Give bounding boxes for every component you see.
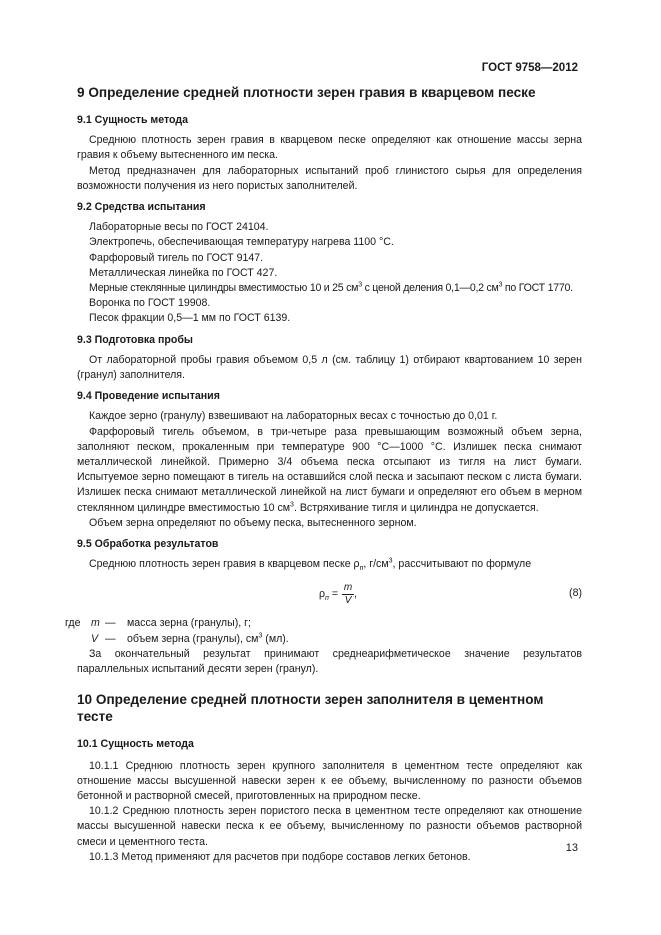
paragraph-9-4-2-text: Фарфоровый тигель объемом, в три-четыре раза превышающим возможный объем зерна, заполняют песком, прокаленным при температуре 900 °С—1000 °С. Излишек песка снимают металлической линейкой. Примерно 3/4 объема песка отсыпают из тигля на лист бумаги. Испытуемое зерно помещают в тигель на оставшийся слой песка и засыпают песком с листа бумаги. Излишек песка снимают металлической линейкой на лист бумаги и определяют его объем в мерном стеклянном цилиндре вместимостью 10 см bbox=[77, 425, 582, 514]
paragraph-9-4-2-tail: . Встряхивание тигля и цилиндра не допускается. bbox=[293, 501, 539, 514]
where-desc-v bbox=[127, 632, 289, 647]
document-code-header: ГОСТ 9758—2012 bbox=[481, 62, 578, 74]
subsection-10-1-title: 10.1 Сущность метода bbox=[77, 738, 194, 751]
density-subscript: п bbox=[359, 565, 364, 573]
equipment-item-cylinders bbox=[77, 281, 582, 296]
equipment-item-sand: Песок фракции 0,5—1 мм по ГОСТ 6139. bbox=[89, 312, 291, 325]
paragraph-9-5-2: За окончательный результат принимают среднеарифметическое значение результатов параллельных испытаний десяти зерен (гранул). bbox=[77, 647, 582, 676]
paragraph-9-5-1-text: Среднюю плотность зерен гравия в кварцевом песке ρ bbox=[89, 558, 360, 571]
equipment-item-3: Фарфоровый тигель по ГОСТ 9147. bbox=[89, 251, 264, 264]
cubic-superscript: 3 bbox=[388, 557, 393, 565]
formula-rho: ρ bbox=[319, 587, 326, 600]
cubic-superscript: 3 bbox=[258, 632, 263, 640]
where-desc-v-tail: (мл). bbox=[262, 632, 289, 645]
section-10-title: 10 Определение средней плотности зерен заполнителя в цементном тесте bbox=[77, 692, 544, 725]
subsection-9-2-title: 9.2 Средства испытания bbox=[77, 201, 206, 214]
subsection-9-1-title: 9.1 Сущность метода bbox=[77, 114, 189, 126]
section-9-title: 9 Определение средней плотности зерен гравия в кварцевом песке bbox=[77, 85, 536, 100]
cubic-superscript: 3 bbox=[498, 281, 503, 289]
subsection-9-3-title: 9.3 Подготовка пробы bbox=[77, 333, 193, 346]
paragraph-10-1-3: 10.1.3 Метод применяют для расчетов при подборе составов легких бетонов. bbox=[89, 850, 471, 863]
cubic-superscript: 3 bbox=[290, 501, 294, 509]
equipment-item-funnel: Воронка по ГОСТ 19908. bbox=[89, 297, 211, 310]
paragraph-9-4-2 bbox=[77, 425, 582, 516]
formula-numerator: m bbox=[343, 581, 353, 593]
paragraph-9-5-1-tail: , рассчитывают по формуле bbox=[392, 558, 532, 571]
formula-fraction bbox=[342, 582, 354, 607]
where-label: где bbox=[65, 617, 81, 630]
paragraph-9-4-1: Каждое зерно (гранулу) взвешивают на лабораторных весах с точностью до 0,01 г. bbox=[89, 410, 498, 423]
paragraph-9-4-3: Объем зерна определяют по объему песка, вытесненного зерном. bbox=[89, 516, 417, 529]
formula-comma: , bbox=[354, 587, 357, 600]
formula-denominator: V bbox=[344, 594, 352, 606]
where-desc-v-text: объем зерна (гранулы), см bbox=[127, 632, 259, 645]
where-dash: — bbox=[105, 617, 116, 630]
formula-expression bbox=[319, 578, 357, 610]
where-desc-m: масса зерна (гранулы), г; bbox=[127, 617, 251, 630]
where-var-v: V bbox=[91, 632, 99, 645]
paragraph-9-3-1: От лабораторной пробы гравия объемом 0,5 л (см. таблицу 1) отбирают квартованием 10 зерен (гранул) заполнителя. bbox=[77, 353, 582, 382]
where-var-m: m bbox=[91, 617, 100, 630]
formula-lhs bbox=[319, 587, 338, 602]
where-row-m bbox=[65, 616, 582, 631]
equipment-item-2: Электропечь, обеспечивающая температуру нагрева 1100 °С. bbox=[89, 236, 394, 249]
formula-8 bbox=[77, 578, 582, 612]
page-number: 13 bbox=[565, 842, 578, 854]
formula-rho-subscript: п bbox=[325, 594, 329, 602]
cylinders-text-a: Мерные стеклянные цилиндры вместимостью 10 и 25 см bbox=[89, 282, 359, 295]
paragraph-9-1-1: Среднюю плотность зерен гравия в кварцевом песке определяют как отношение массы зерна гравия к объему вытесненного им песка. bbox=[77, 134, 582, 162]
where-row-v bbox=[65, 632, 582, 647]
formula-number: (8) bbox=[569, 587, 582, 600]
equipment-item-4: Металлическая линейка по ГОСТ 427. bbox=[89, 266, 278, 279]
cubic-superscript: 3 bbox=[358, 281, 362, 289]
paragraph-9-1-2: Метод предназначен для лабораторных испытаний проб глинистого сырья для определения возможности получения из него пористых заполнителей. bbox=[77, 164, 582, 192]
equipment-item-1: Лабораторные весы по ГОСТ 24104. bbox=[89, 221, 269, 234]
subsection-9-5-title: 9.5 Обработка результатов bbox=[77, 538, 219, 551]
paragraph-10-1-1: 10.1.1 Среднюю плотность зерен крупного заполнителя в цементном тесте определяют как отношение массы высушенной навески зерен к ее объему, вычисленному по разности объемов бетонной и растворной смесей, приготовленных на природном песке. bbox=[77, 759, 582, 802]
cylinders-text-b: с ценой деления 0,1—0,2 см bbox=[361, 282, 499, 295]
cylinders-text-c: по ГОСТ 1770. bbox=[502, 282, 573, 295]
where-dash: — bbox=[105, 632, 116, 645]
paragraph-9-5-1 bbox=[77, 557, 582, 572]
paragraph-10-1-2: 10.1.2 Среднюю плотность зерен пористого песка в цементном тесте определяют как отношение массы высушенной навески песка к ее объему, вычисленному по разности объемов растворной смеси и цементного теста. bbox=[77, 805, 582, 848]
paragraph-9-5-1-unit: , г/см bbox=[363, 558, 389, 571]
subsection-9-4-title: 9.4 Проведение испытания bbox=[77, 390, 220, 403]
formula-equals: = bbox=[328, 587, 339, 600]
page-content bbox=[65, 84, 582, 865]
